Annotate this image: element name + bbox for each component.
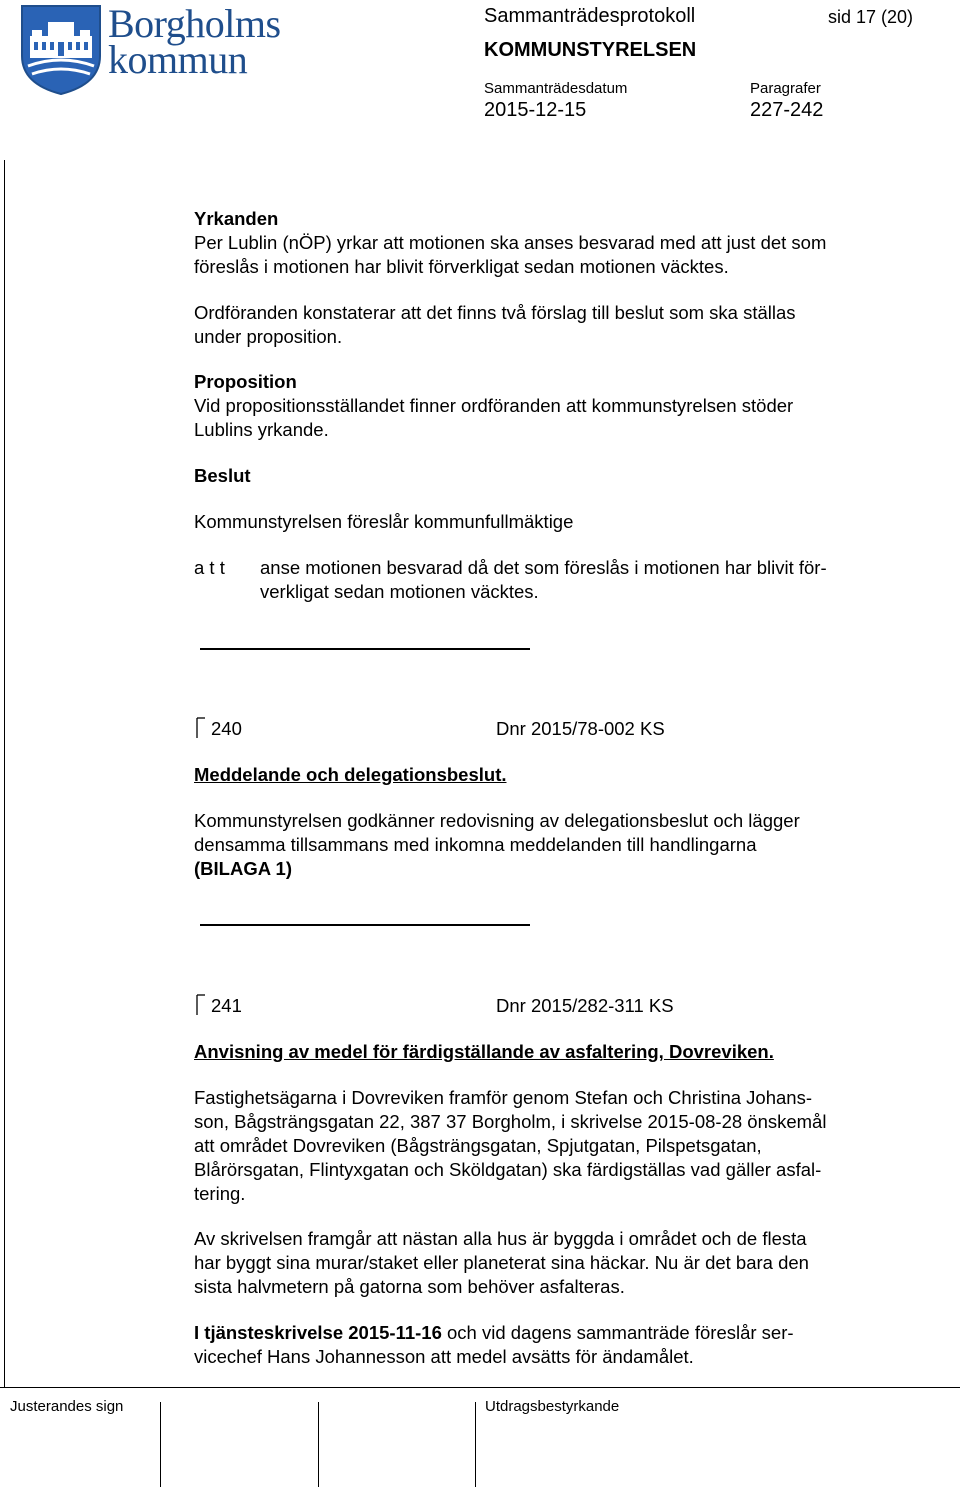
ordforanden-text-line2: under proposition. (194, 326, 343, 347)
margin-line (4, 160, 5, 1387)
proposition-text-line1: Vid propositionsställandet finner ordföranden att kommunstyrelsen stöder (194, 395, 794, 416)
yrkanden-heading: Yrkanden (194, 208, 279, 229)
paragraph-241-p2-line2: har byggt sina murar/staket eller planeterat sina häckar. Nu är det bara den (194, 1252, 809, 1273)
paragraph-241-p1-line3: att området Dovreviken (Bågsträngsgatan, Spjutgatan, Pilspetsgatan, (194, 1135, 762, 1156)
page-number: sid 17 (20) (828, 7, 914, 27)
yrkanden-text-line1: Per Lublin (nÖP) yrkar att motionen ska anses besvarad med att just det som (194, 232, 827, 253)
paragraph-number-241: 241 (211, 995, 242, 1016)
proposition-heading: Proposition (194, 371, 297, 392)
paragraph-241-p3-line2: vicechef Hans Johannesson att medel avsätts för ändamålet. (194, 1346, 694, 1367)
signature-box-divider (160, 1402, 161, 1487)
logo-wordmark-line1: Borgholms (108, 1, 281, 46)
paragraph-240-text-line1: Kommunstyrelsen godkänner redovisning av delegationsbeslut och lägger (194, 810, 800, 831)
paragraph-241-p3-line1 (194, 1321, 904, 1345)
document-type: Sammanträdesprotokoll (484, 5, 696, 27)
paragraph-241-p1-line4: Blårörsgatan, Flintyxgatan och Sköldgatan) ska färdigställas vad gäller asfal- (194, 1159, 822, 1180)
municipality-logo (20, 4, 102, 96)
ordforanden-text-line1: Ordföranden konstaterar att det finns två förslag till beslut som ska ställas (194, 302, 796, 323)
section-divider (200, 924, 530, 926)
paragraphs-label: Paragrafer (750, 80, 821, 97)
paragraphs-value: 227-242 (750, 99, 824, 121)
att-label: a t t (194, 557, 225, 578)
att-text-line2: verkligat sedan motionen väcktes. (260, 581, 539, 602)
paragraph-241-p1-line1: Fastighetsägarna i Dovreviken framför genom Stefan och Christina Johans- (194, 1087, 812, 1108)
footer-rule (0, 1387, 960, 1388)
paragraph-title-241: Anvisning av medel för färdigställande av asfaltering, Dovreviken. (194, 1041, 774, 1062)
paragraph-241-p1-line5: tering. (194, 1183, 246, 1204)
paragraph-number-240: 240 (211, 718, 242, 739)
att-text-line1: anse motionen besvarad då det som föreslås i motionen har blivit för- (260, 557, 827, 578)
meeting-date-label: Sammanträdesdatum (484, 80, 628, 97)
paragraph-241-p3-rest: och vid dagens sammanträde föreslår ser- (441, 1322, 794, 1343)
meeting-date-value: 2015-12-15 (484, 99, 587, 121)
dnr-240: Dnr 2015/78-002 KS (496, 718, 665, 739)
beslut-heading: Beslut (194, 465, 251, 486)
utdragsbestyrkande-label: Utdragsbestyrkande (485, 1398, 620, 1415)
paragraph-240-attachment: (BILAGA 1) (194, 858, 292, 879)
dnr-241: Dnr 2015/282-311 KS (496, 995, 674, 1016)
section-divider (200, 648, 530, 650)
tjansteskrivelse-reference: I tjänsteskrivelse 2015-11-16 (194, 1322, 442, 1343)
justerandes-sign-label: Justerandes sign (10, 1398, 124, 1415)
signature-box-divider (475, 1402, 476, 1487)
yrkanden-text-line2: föreslås i motionen har blivit förverkligat sedan motionen väcktes. (194, 256, 729, 277)
paragraph-241-p2-line1: Av skrivelsen framgår att nästan alla hus är byggda i området och de flesta (194, 1228, 807, 1249)
paragraph-241-p2-line3: sista halvmetern på gatorna som behöver asfalteras. (194, 1276, 625, 1297)
paragraph-240-text-line2: densamma tillsammans med inkomna meddelanden till handlingarna (194, 834, 757, 855)
beslut-intro: Kommunstyrelsen föreslår kommunfullmäktige (194, 511, 574, 532)
proposition-text-line2: Lublins yrkande. (194, 419, 329, 440)
paragraph-title-240: Meddelande och delegationsbeslut. (194, 764, 507, 785)
paragraph-sign-icon (194, 994, 208, 1016)
organ-name: KOMMUNSTYRELSEN (484, 39, 697, 61)
logo-wordmark-line2: kommun (108, 37, 248, 82)
paragraph-241-p1-line2: son, Bågsträngsgatan 22, 387 37 Borgholm, i skrivelse 2015-08-28 önskemål (194, 1111, 827, 1132)
signature-box-divider (318, 1402, 319, 1487)
paragraph-sign-icon (194, 717, 208, 739)
